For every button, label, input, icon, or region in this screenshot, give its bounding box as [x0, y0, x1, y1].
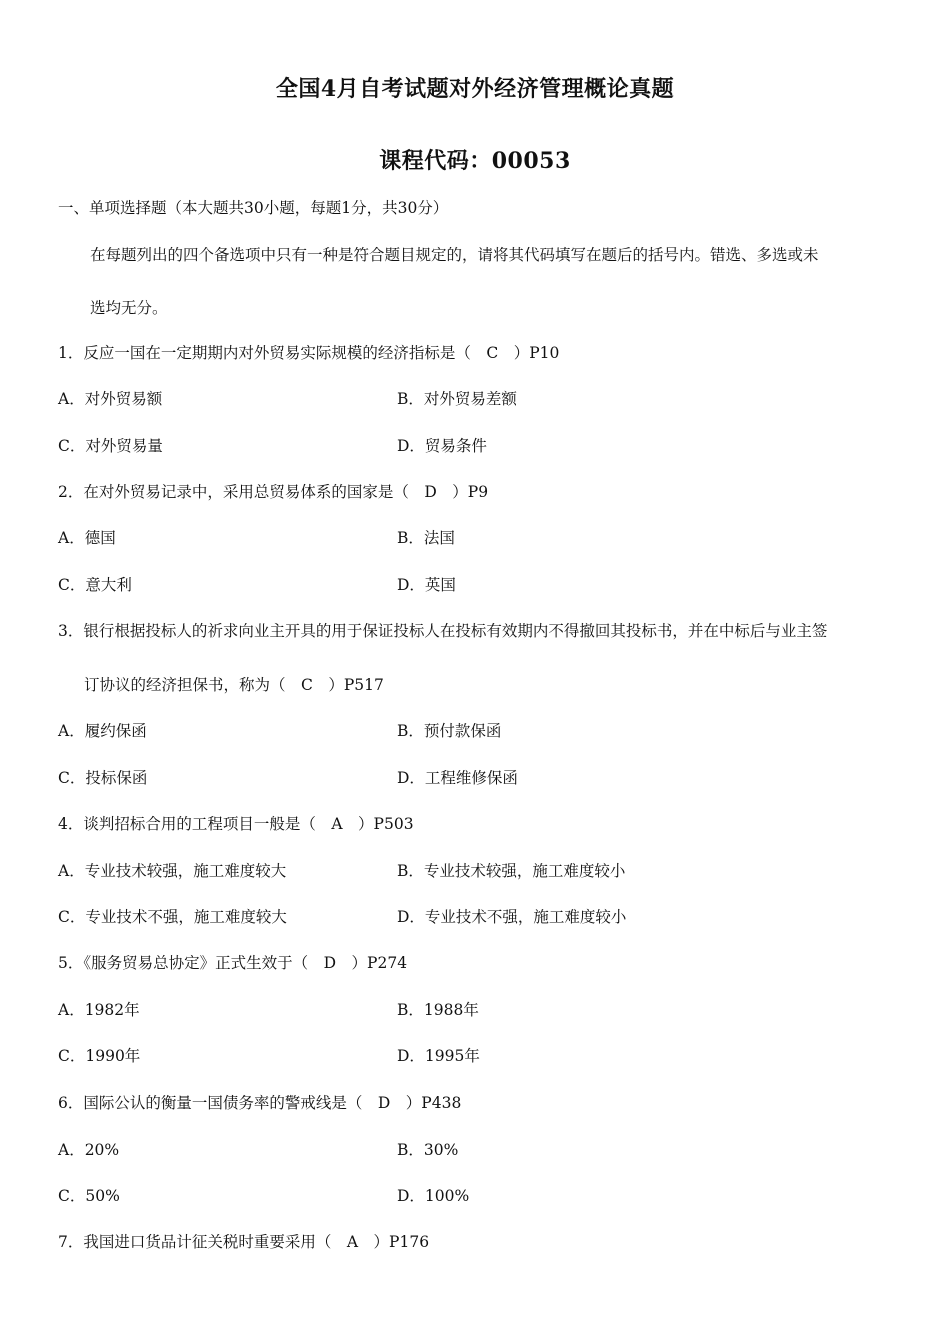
instructions-line-1: 在每题列出的四个备选项中只有一种是符合题目规定的，请将其代码填写在题后的括号内。错选、多选或未 [90, 246, 819, 264]
q4-option-c: C．专业技术不强，施工难度较大 [58, 908, 287, 926]
q1-option-b: B．对外贸易差额 [397, 390, 517, 408]
q2-option-b: B．法国 [397, 529, 455, 547]
q1-option-c: C．对外贸易量 [58, 437, 163, 455]
course-code: 课程代码：00053 [379, 148, 571, 174]
section-header: 一、单项选择题（本大题共30小题，每题1分，共30分） [58, 199, 449, 217]
q3-option-a: A．履约保函 [58, 722, 147, 740]
q3-option-b: B．预付款保函 [397, 722, 502, 740]
q2-option-d: D．英国 [397, 576, 456, 594]
q5-option-a: A．1982年 [58, 1001, 140, 1019]
question-2: 2．在对外贸易记录中，采用总贸易体系的国家是（ D ）P9 [58, 483, 489, 501]
q6-option-c: C．50% [58, 1187, 120, 1205]
question-4: 4．谈判招标合用的工程项目一般是（ A ）P503 [58, 815, 414, 833]
q2-option-c: C．意大利 [58, 576, 132, 594]
question-7: 7．我国进口货品计征关税时重要采用（ A ）P176 [58, 1233, 430, 1251]
question-6: 6．国际公认的衡量一国债务率的警戒线是（ D ）P438 [58, 1094, 462, 1112]
question-3: 3．银行根据投标人的祈求向业主开具的用于保证投标人在投标有效期内不得撤回其投标书，并在中标后与业主签 [58, 622, 828, 640]
q4-option-d: D．专业技术不强，施工难度较小 [397, 908, 627, 926]
q6-option-b: B．30% [397, 1141, 459, 1159]
instructions-line-2: 选均无分。 [90, 299, 168, 317]
q4-option-a: A．专业技术较强，施工难度较大 [58, 862, 287, 880]
question-1: 1．反应一国在一定期期内对外贸易实际规模的经济指标是（ C ）P10 [58, 344, 560, 362]
document-title: 全国4月自考试题对外经济管理概论真题 [275, 76, 675, 102]
q6-option-d: D．100% [397, 1187, 470, 1205]
q2-option-a: A．德国 [58, 529, 116, 547]
question-5: 5．《服务贸易总协定》正式生效于（ D ）P274 [58, 954, 408, 972]
q1-option-d: D．贸易条件 [397, 437, 487, 455]
q5-option-d: D．1995年 [397, 1047, 480, 1065]
q4-option-b: B．专业技术较强，施工难度较小 [397, 862, 626, 880]
q3-option-c: C．投标保函 [58, 769, 148, 787]
q6-option-a: A．20% [58, 1141, 120, 1159]
question-3-continued: 订协议的经济担保书，称为（ C ）P517 [84, 676, 384, 694]
q5-option-b: B．1988年 [397, 1001, 479, 1019]
q3-option-d: D．工程维修保函 [397, 769, 518, 787]
q1-option-a: A．对外贸易额 [58, 390, 163, 408]
q5-option-c: C．1990年 [58, 1047, 141, 1065]
